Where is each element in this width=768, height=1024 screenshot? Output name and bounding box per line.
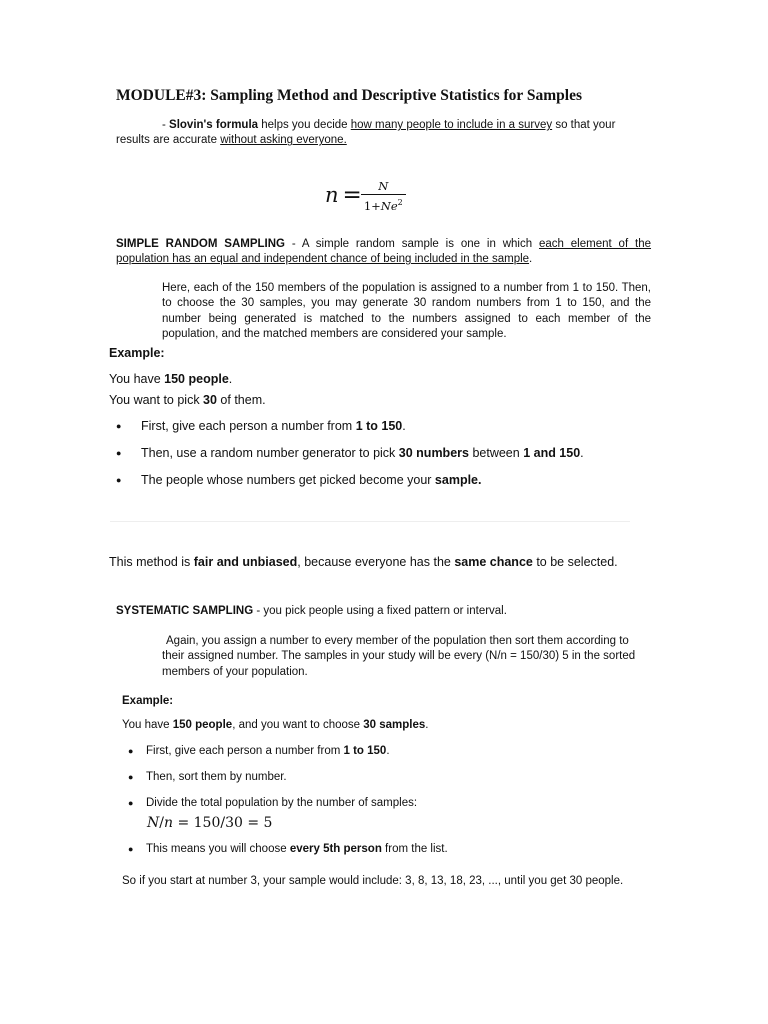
- formula-denominator: [364, 195, 403, 213]
- bullet-dot: ●: [128, 844, 134, 854]
- formula-den-one: 1+: [363, 198, 381, 213]
- sys-have-e: .: [425, 719, 429, 731]
- systematic-heading: SYSTEMATIC SAMPLING: [116, 605, 254, 617]
- want-text-b: 30: [203, 393, 217, 407]
- bullet-1-text-a: First, give each person a number from: [141, 419, 356, 433]
- sys-bullet-1-c: .: [386, 745, 390, 757]
- simple-random-closing: [109, 554, 618, 571]
- closing-a: This method is: [109, 555, 194, 569]
- bullet-2-text-b: 30 numbers: [398, 446, 469, 460]
- list-item: [128, 842, 448, 857]
- simple-random-text-2: .: [529, 253, 533, 266]
- math-rest: = 150/30 = 5: [173, 815, 273, 831]
- sys-bullet-3: Divide the total population by the number of samples:: [146, 797, 418, 809]
- horizontal-divider: [110, 521, 630, 522]
- bullet-1-text-c: .: [402, 419, 406, 433]
- formula-numerator: N: [361, 180, 406, 195]
- bullet-dot: ●: [128, 798, 134, 808]
- bullet-2-text-d: 1 and 150: [523, 446, 581, 460]
- sys-have-c: , and you want to choose: [232, 719, 364, 731]
- formula-equals: =: [342, 182, 362, 209]
- bullet-dot: ●: [128, 746, 134, 756]
- simple-random-underline: each element of the population has an equal and independent chance of being included in the sample: [116, 238, 652, 266]
- have-text-a: You have: [109, 372, 165, 386]
- formula-den-rest: Ne: [380, 198, 398, 213]
- formula-lhs: n: [325, 183, 339, 208]
- closing-d: same chance: [454, 555, 533, 569]
- simple-random-paragraph: Here, each of the 150 members of the population is assigned to a number from 1 to 150. Then, to choose the 30 samples, you may generate 30 random numbers from 1 to 150, and the number being generated is matched to the numbers assigned to each member of the population, and the matched members are considered your sample.: [162, 282, 651, 341]
- formula-fraction: [364, 180, 403, 213]
- simple-random-heading: SIMPLE RANDOM SAMPLING: [116, 238, 285, 250]
- slovin-lead: -: [162, 119, 170, 131]
- simple-random-definition: [116, 237, 651, 268]
- list-item: [116, 418, 406, 435]
- systematic-math: [147, 815, 272, 831]
- sys-bullet-1-a: First, give each person a number from: [146, 745, 344, 757]
- sys-bullet-4-a: This means you will choose: [146, 843, 290, 855]
- bullet-2-text-c: between: [468, 446, 524, 460]
- slovin-intro: [116, 118, 656, 149]
- example-heading-1: Example:: [109, 346, 165, 360]
- slovin-term: Slovin's formula: [169, 119, 259, 131]
- bullet-2-text-a: Then, use a random number generator to pick: [141, 446, 399, 460]
- slovin-underline-2: without asking everyone.: [220, 134, 347, 147]
- sys-bullet-4-c: from the list.: [381, 843, 448, 855]
- list-item: [128, 796, 417, 811]
- closing-e: to be selected.: [532, 555, 618, 569]
- bullet-3-text-a: The people whose numbers get picked become your: [141, 473, 435, 487]
- bullet-2-text-e: .: [580, 446, 584, 460]
- list-item: [116, 472, 481, 489]
- have-text-c: .: [228, 372, 233, 386]
- have-text-b: 150 people: [164, 372, 229, 386]
- sys-bullet-2: Then, sort them by number.: [146, 771, 287, 783]
- sys-have-a: You have: [122, 719, 173, 731]
- slovin-text-2: so that your: [552, 119, 616, 131]
- systematic-closing: So if you start at number 3, your sample would include: 3, 8, 13, 18, 23, ..., until you get 30 people.: [122, 875, 624, 887]
- bullet-dot: ●: [116, 448, 122, 458]
- systematic-have-line: [122, 718, 428, 733]
- math-n: n: [163, 815, 173, 831]
- simple-random-text-1: - A simple random sample is one in which: [284, 238, 539, 250]
- want-text-a: You want to pick: [109, 393, 204, 407]
- slovin-text-1: helps you decide: [258, 119, 351, 131]
- closing-b: fair and unbiased: [193, 555, 298, 569]
- bullet-3-text-b: sample.: [434, 473, 482, 487]
- example-heading-2: Example:: [122, 695, 174, 707]
- want-text-c: of them.: [216, 393, 266, 407]
- systematic-text-1: - you pick people using a fixed pattern or interval.: [253, 605, 507, 617]
- example-have-line: [109, 371, 232, 388]
- systematic-definition: [116, 604, 507, 619]
- sys-have-d: 30 samples: [363, 719, 426, 731]
- example-want-line: [109, 392, 266, 409]
- formula-den-exp: 2: [397, 198, 403, 207]
- math-N: N: [147, 815, 160, 831]
- list-item: [128, 770, 287, 785]
- list-item: [116, 445, 584, 462]
- bullet-dot: ●: [128, 772, 134, 782]
- math-slash: /: [159, 815, 164, 831]
- sys-have-b: 150 people: [172, 719, 233, 731]
- bullet-1-text-b: 1 to 150: [355, 419, 403, 433]
- sys-bullet-1-b: 1 to 150: [343, 745, 387, 757]
- slovin-underline-1: how many people to include in a survey: [350, 119, 553, 131]
- sys-bullet-4-b: every 5th person: [289, 843, 382, 855]
- list-item: [128, 744, 390, 759]
- bullet-dot: ●: [116, 475, 122, 485]
- slovin-text-3: results are accurate: [116, 134, 221, 147]
- slovin-formula: [325, 178, 403, 213]
- bullet-dot: ●: [116, 421, 122, 431]
- systematic-paragraph: Again, you assign a number to every member of the population then sort them according to their assigned number. The samples in your study will be every (N/n = 150/30) 5 in the sorted members of your population.: [162, 635, 636, 678]
- closing-c: , because everyone has the: [297, 555, 455, 569]
- page-title: MODULE#3: Sampling Method and Descriptive Statistics for Samples: [116, 87, 583, 104]
